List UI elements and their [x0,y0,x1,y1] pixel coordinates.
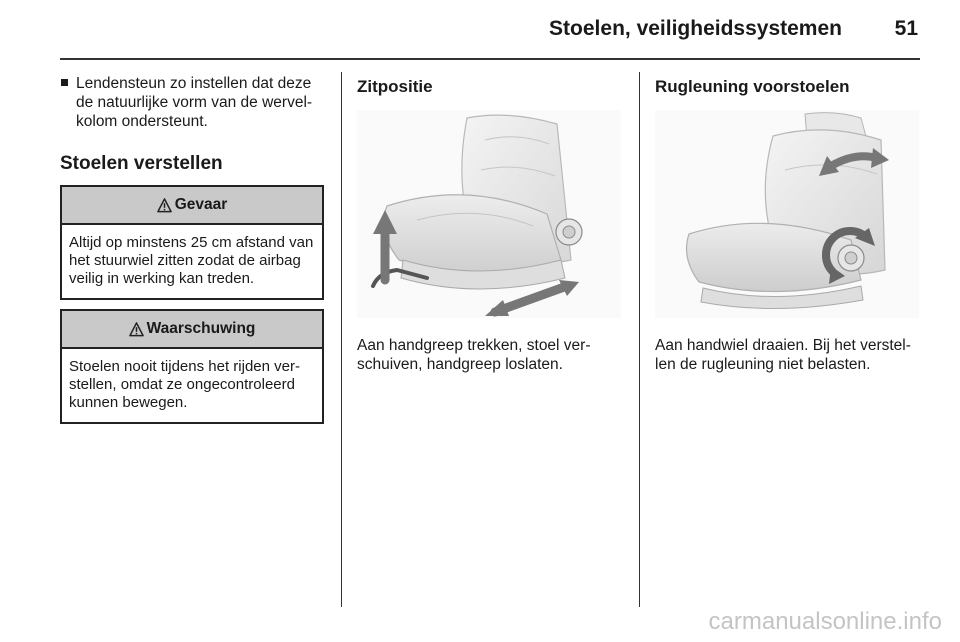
page-number: 51 [894,17,918,40]
warning-triangle-icon [129,322,144,337]
bullet-item [60,74,324,131]
section-title: Stoelen verstellen [60,153,223,174]
seat-position-title: Zitpositie [357,77,433,96]
caution-text: Stoelen nooit tijdens het rijden ver-stellen, omdat ze ongecontroleerd kunnen bewegen. [69,358,300,411]
watermark: carmanualsonline.info [708,608,942,635]
danger-label: Gevaar [174,196,228,213]
danger-box [60,185,324,300]
page-header [60,0,920,60]
bullet-text: Lendensteun zo instellen dat deze de natuurlijke vorm van de wervel-kolom ondersteunt. [76,75,313,130]
header-rule [60,58,920,60]
bullet-square-icon [61,79,68,86]
seat-adjust-illustration [357,110,621,318]
page-title: Stoelen, veiligheidssystemen [549,17,842,40]
caution-box [60,309,324,424]
caution-box-header [62,311,322,349]
backrest-adjust-illustration [655,110,919,318]
column-divider-1 [341,72,342,607]
column-right [655,74,919,374]
backrest-caption: Aan handwiel draaien. Bij het verstel-len de rugleuning niet belasten. [655,337,911,373]
column-divider-2 [639,72,640,607]
column-middle [357,74,621,374]
warning-triangle-icon [157,198,172,213]
seat-position-caption: Aan handgreep trekken, stoel ver-schuiven, handgreep loslaten. [357,337,591,373]
danger-text: Altijd op minstens 25 cm afstand van het stuurwiel zitten zodat de airbag veilig in werking kan treden. [69,234,314,287]
caution-label: Waarschuwing [146,320,256,337]
backrest-title: Rugleuning voorstoelen [655,77,850,96]
danger-box-header [62,187,322,225]
column-left [60,74,324,424]
